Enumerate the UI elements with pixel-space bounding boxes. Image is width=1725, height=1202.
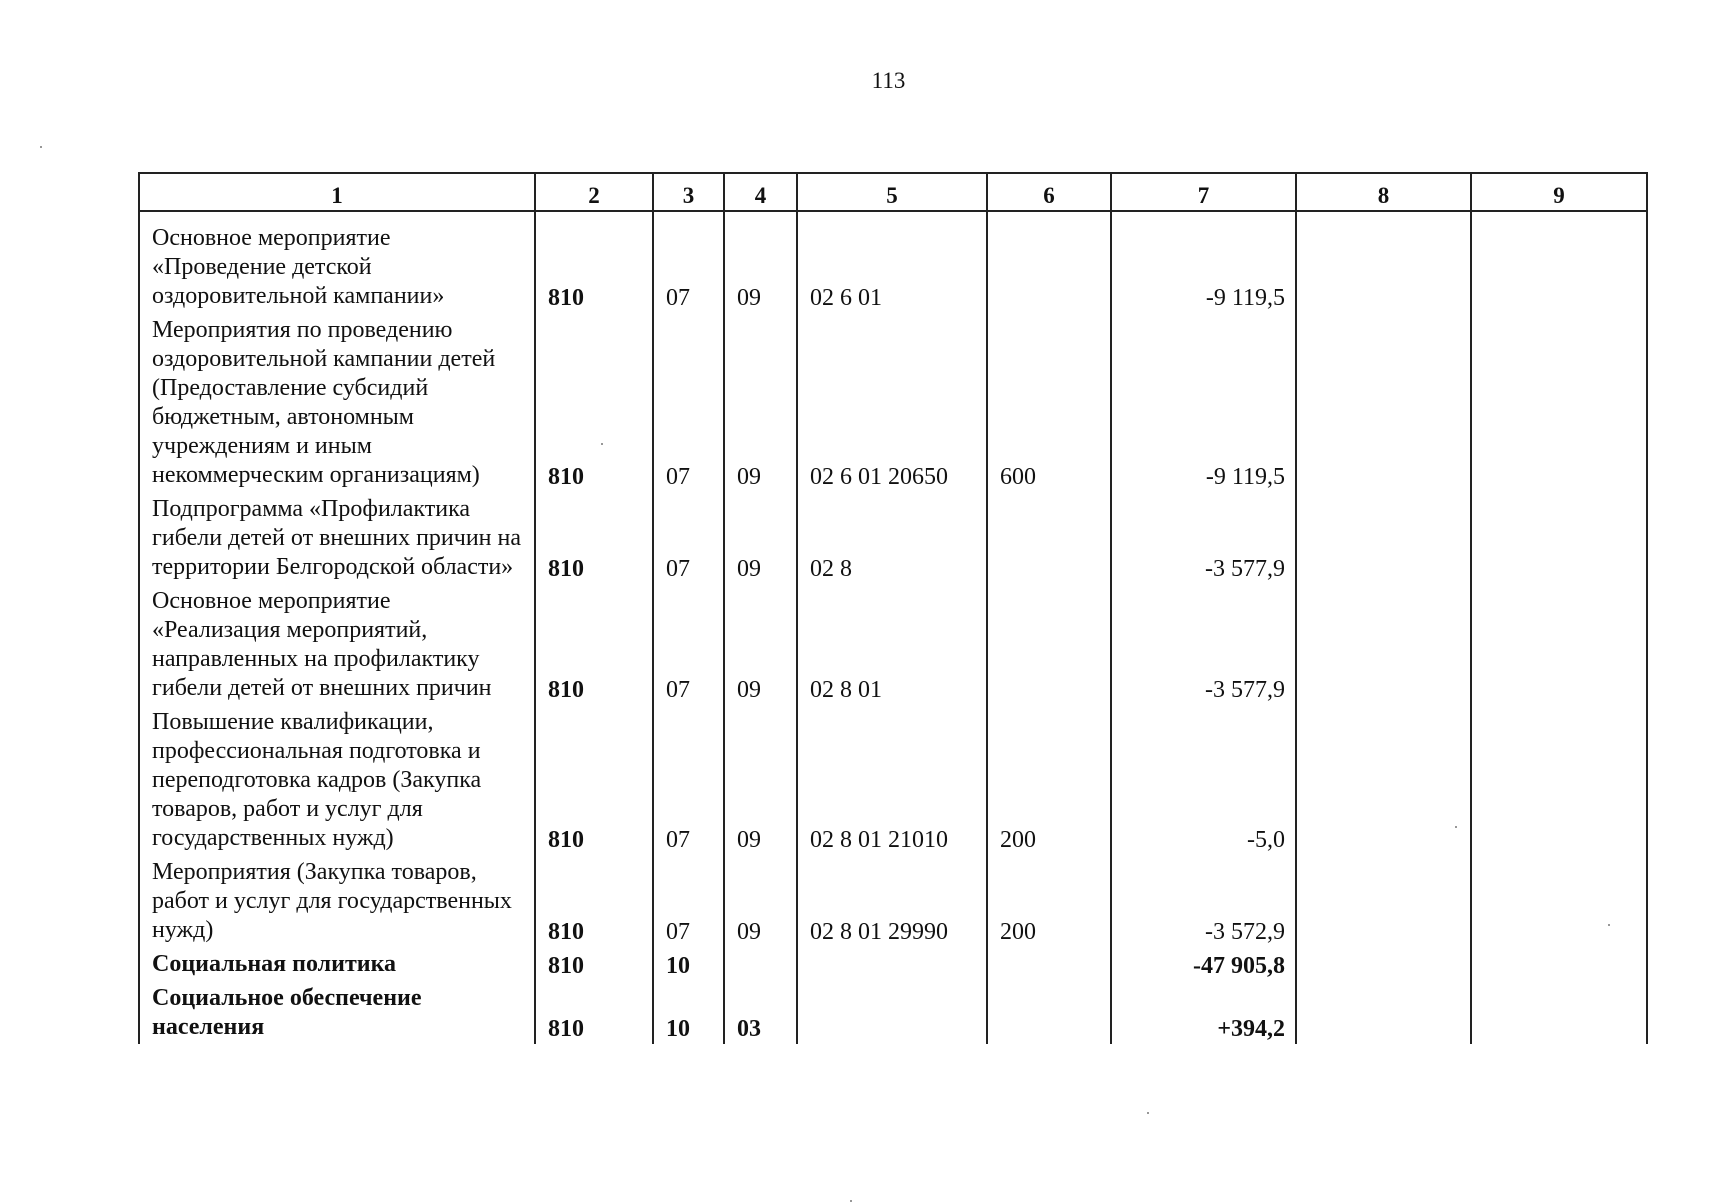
row-pr: 09 [724,211,797,313]
col-header-7: 7 [1111,173,1296,211]
row-pr: 09 [724,584,797,705]
row-rz: 07 [653,492,724,584]
row-col9 [1471,705,1647,855]
table-row [139,705,1647,855]
row-vr: 600 [987,313,1111,492]
row-rz: 07 [653,705,724,855]
table-row [139,211,1647,313]
row-pr: 09 [724,855,797,947]
row-adm: 810 [535,705,653,855]
row-col8 [1296,313,1471,492]
row-csr [797,981,987,1044]
row-csr: 02 8 01 [797,584,987,705]
row-csr: 02 8 [797,492,987,584]
col-header-3: 3 [653,173,724,211]
row-name: Подпрограмма «Профилактика гибели детей от внешних причин на территории Белгородской области» [139,492,535,584]
table-row [139,981,1647,1044]
budget-table [138,172,1648,1044]
row-adm: 810 [535,584,653,705]
row-rz: 07 [653,211,724,313]
row-col8 [1296,981,1471,1044]
scan-speck [1455,826,1457,828]
row-rz: 07 [653,584,724,705]
row-name: Социальная политика [139,947,535,981]
scan-speck [1608,924,1610,926]
scan-speck [1147,1112,1149,1114]
row-col8 [1296,855,1471,947]
row-rz: 07 [653,313,724,492]
row-col8 [1296,584,1471,705]
row-name: Основное мероприятие «Реализация мероприятий, направленных на профилактику гибели детей от внешних причин [139,584,535,705]
row-rz: 10 [653,947,724,981]
row-col9 [1471,492,1647,584]
row-col9 [1471,947,1647,981]
page-number: 113 [871,68,906,93]
col-header-4: 4 [724,173,797,211]
row-adm: 810 [535,313,653,492]
row-col9 [1471,313,1647,492]
row-col7: -9 119,5 [1111,313,1296,492]
row-name: Мероприятия по проведению оздоровительной кампании детей (Предоставление субсидий бюджетным, автономным учреждениям и иным некоммерческим организациям) [139,313,535,492]
row-name: Мероприятия (Закупка товаров, работ и услуг для государственных нужд) [139,855,535,947]
table-row [139,313,1647,492]
col-header-1: 1 [139,173,535,211]
row-col7: -9 119,5 [1111,211,1296,313]
row-vr: 200 [987,855,1111,947]
row-col9 [1471,981,1647,1044]
row-name: Основное мероприятие «Проведение детской оздоровительной кампании» [139,211,535,313]
row-name: Повышение квалификации, профессиональная подготовка и переподготовка кадров (Закупка товаров, работ и услуг для государственных нужд) [139,705,535,855]
row-col7: +394,2 [1111,981,1296,1044]
row-col7: -5,0 [1111,705,1296,855]
col-header-6: 6 [987,173,1111,211]
row-pr: 09 [724,705,797,855]
scan-speck [40,146,42,148]
table-row [139,492,1647,584]
row-adm: 810 [535,492,653,584]
row-vr [987,492,1111,584]
row-col8 [1296,492,1471,584]
col-header-8: 8 [1296,173,1471,211]
row-vr [987,211,1111,313]
row-csr [797,947,987,981]
row-pr: 03 [724,981,797,1044]
col-header-9: 9 [1471,173,1647,211]
scan-speck [601,443,603,445]
row-col7: -3 572,9 [1111,855,1296,947]
row-rz: 10 [653,981,724,1044]
col-header-2: 2 [535,173,653,211]
row-adm: 810 [535,947,653,981]
row-col7: -3 577,9 [1111,584,1296,705]
row-adm: 810 [535,855,653,947]
row-col9 [1471,584,1647,705]
row-col9 [1471,211,1647,313]
row-vr [987,981,1111,1044]
row-adm: 810 [535,981,653,1044]
row-adm: 810 [535,211,653,313]
row-vr [987,947,1111,981]
row-vr: 200 [987,705,1111,855]
row-pr: 09 [724,313,797,492]
table-row [139,855,1647,947]
col-header-5: 5 [797,173,987,211]
table-row [139,584,1647,705]
table-row [139,947,1647,981]
row-pr [724,947,797,981]
header-row [139,173,1647,211]
row-rz: 07 [653,855,724,947]
row-pr: 09 [724,492,797,584]
row-csr: 02 8 01 21010 [797,705,987,855]
row-name: Социальное обеспечение населения [139,981,535,1044]
row-csr: 02 8 01 29990 [797,855,987,947]
row-col8 [1296,211,1471,313]
row-col8 [1296,947,1471,981]
row-col7: -3 577,9 [1111,492,1296,584]
row-csr: 02 6 01 20650 [797,313,987,492]
row-col8 [1296,705,1471,855]
row-col9 [1471,855,1647,947]
row-col7: -47 905,8 [1111,947,1296,981]
row-vr [987,584,1111,705]
row-csr: 02 6 01 [797,211,987,313]
